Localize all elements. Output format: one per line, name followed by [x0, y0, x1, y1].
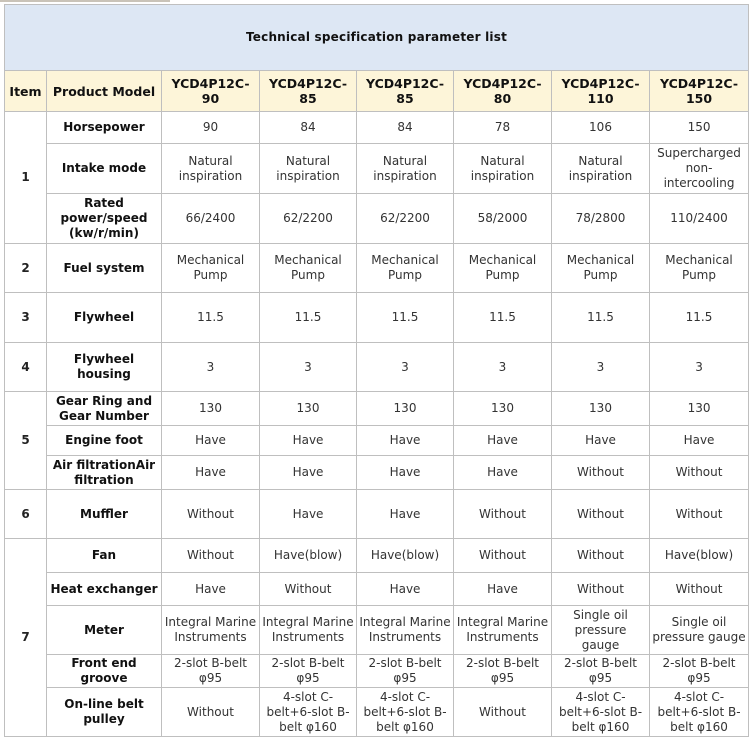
parameter-label: Flywheel housing [47, 343, 162, 392]
parameter-value: 130 [454, 392, 552, 426]
parameter-value: 4-slot C-belt+6-slot B-belt φ160 [650, 688, 749, 737]
header-model: YCD4P12C-80 [454, 71, 552, 112]
parameter-value: Mechanical Pump [357, 244, 454, 293]
item-number: 7 [5, 539, 47, 737]
parameter-value: 150 [650, 112, 749, 144]
parameter-value: Without [162, 490, 260, 539]
parameter-value: 58/2000 [454, 194, 552, 244]
parameter-value: 62/2200 [260, 194, 357, 244]
parameter-value: Single oil pressure gauge [552, 606, 650, 655]
parameter-label: Air filtrationAir filtration [47, 456, 162, 490]
parameter-value: Integral Marine Instruments [454, 606, 552, 655]
parameter-value: Have [260, 456, 357, 490]
parameter-value: Have [357, 456, 454, 490]
item-number: 1 [5, 112, 47, 244]
header-item: Item [5, 71, 47, 112]
table-row [5, 293, 749, 343]
parameter-value: 130 [552, 392, 650, 426]
top-edge-mark [0, 0, 170, 2]
parameter-value: Integral Marine Instruments [357, 606, 454, 655]
parameter-label: Heat exchanger [47, 573, 162, 606]
parameter-label: Gear Ring and Gear Number [47, 392, 162, 426]
parameter-value: 130 [650, 392, 749, 426]
parameter-label: Intake mode [47, 144, 162, 194]
parameter-value: Without [162, 688, 260, 737]
parameter-label: Engine foot [47, 426, 162, 456]
header-model: YCD4P12C-110 [552, 71, 650, 112]
parameter-value: Have [454, 426, 552, 456]
header-row [5, 71, 749, 112]
parameter-value: 90 [162, 112, 260, 144]
parameter-label: Rated power/speed (kw/r/min) [47, 194, 162, 244]
table-row [5, 112, 749, 144]
parameter-value: Have [357, 490, 454, 539]
parameter-label: Flywheel [47, 293, 162, 343]
parameter-value: 106 [552, 112, 650, 144]
parameter-value: Integral Marine Instruments [162, 606, 260, 655]
parameter-value: Without [162, 539, 260, 573]
parameter-value: Have [552, 426, 650, 456]
parameter-value: Mechanical Pump [260, 244, 357, 293]
parameter-value: 78/2800 [552, 194, 650, 244]
parameter-value: 110/2400 [650, 194, 749, 244]
parameter-value: Without [260, 573, 357, 606]
table-title: Technical specification parameter list [5, 5, 749, 71]
parameter-value: 2-slot B-belt φ95 [357, 655, 454, 688]
parameter-value: 11.5 [357, 293, 454, 343]
parameter-value: Have [260, 490, 357, 539]
parameter-value: Without [552, 573, 650, 606]
parameter-value: Have [260, 426, 357, 456]
table-row [5, 606, 749, 655]
parameter-value: 11.5 [260, 293, 357, 343]
parameter-value: 130 [162, 392, 260, 426]
parameter-value: 2-slot B-belt φ95 [260, 655, 357, 688]
parameter-value: Without [454, 490, 552, 539]
parameter-value: 2-slot B-belt φ95 [162, 655, 260, 688]
parameter-value: 130 [357, 392, 454, 426]
parameter-label: Front end groove [47, 655, 162, 688]
table-row [5, 655, 749, 688]
parameter-value: 84 [357, 112, 454, 144]
parameter-value: Mechanical Pump [454, 244, 552, 293]
table-row [5, 244, 749, 293]
parameter-value: 3 [650, 343, 749, 392]
spec-table [4, 4, 749, 737]
parameter-value: Single oil pressure gauge [650, 606, 749, 655]
parameter-value: Have [162, 426, 260, 456]
parameter-value: 11.5 [162, 293, 260, 343]
parameter-label: Fuel system [47, 244, 162, 293]
table-row [5, 456, 749, 490]
parameter-value: 3 [162, 343, 260, 392]
parameter-value: Integral Marine Instruments [260, 606, 357, 655]
header-model: YCD4P12C-90 [162, 71, 260, 112]
parameter-value: 3 [357, 343, 454, 392]
parameter-value: 78 [454, 112, 552, 144]
parameter-value: 11.5 [552, 293, 650, 343]
parameter-label: Fan [47, 539, 162, 573]
parameter-value: Without [552, 456, 650, 490]
parameter-value: 11.5 [454, 293, 552, 343]
parameter-value: Have(blow) [650, 539, 749, 573]
parameter-value: Have [162, 573, 260, 606]
header-model: YCD4P12C-85 [357, 71, 454, 112]
parameter-value: Have [357, 426, 454, 456]
header-model: YCD4P12C-150 [650, 71, 749, 112]
item-number: 3 [5, 293, 47, 343]
table-row [5, 539, 749, 573]
parameter-value: Natural inspiration [357, 144, 454, 194]
parameter-label: Horsepower [47, 112, 162, 144]
parameter-value: Without [552, 490, 650, 539]
parameter-value: 130 [260, 392, 357, 426]
parameter-value: 2-slot B-belt φ95 [650, 655, 749, 688]
parameter-value: Have [650, 426, 749, 456]
parameter-value: 62/2200 [357, 194, 454, 244]
parameter-value: Without [650, 573, 749, 606]
parameter-value: Without [650, 456, 749, 490]
parameter-value: Have [357, 573, 454, 606]
parameter-value: Have [454, 456, 552, 490]
item-number: 2 [5, 244, 47, 293]
table-row [5, 343, 749, 392]
parameter-value: 4-slot C-belt+6-slot B-belt φ160 [552, 688, 650, 737]
parameter-value: Mechanical Pump [162, 244, 260, 293]
table-row [5, 194, 749, 244]
parameter-value: Have(blow) [357, 539, 454, 573]
table-row [5, 392, 749, 426]
parameter-value: Have [454, 573, 552, 606]
parameter-value: Without [650, 490, 749, 539]
parameter-value: Mechanical Pump [552, 244, 650, 293]
table-row [5, 144, 749, 194]
parameter-value: Without [552, 539, 650, 573]
parameter-value: 3 [454, 343, 552, 392]
parameter-value: 2-slot B-belt φ95 [552, 655, 650, 688]
parameter-value: Without [454, 688, 552, 737]
parameter-label: Muffler [47, 490, 162, 539]
item-number: 4 [5, 343, 47, 392]
parameter-value: Without [454, 539, 552, 573]
parameter-value: Mechanical Pump [650, 244, 749, 293]
parameter-value: Natural inspiration [162, 144, 260, 194]
parameter-value: 3 [260, 343, 357, 392]
parameter-value: Have(blow) [260, 539, 357, 573]
parameter-value: Have [162, 456, 260, 490]
parameter-value: 11.5 [650, 293, 749, 343]
parameter-label: On-line belt pulley [47, 688, 162, 737]
header-product-model: Product Model [47, 71, 162, 112]
parameter-value: 4-slot C-belt+6-slot B-belt φ160 [260, 688, 357, 737]
parameter-value: Natural inspiration [454, 144, 552, 194]
parameter-value: Supercharged non-intercooling [650, 144, 749, 194]
parameter-value: 66/2400 [162, 194, 260, 244]
table-row [5, 490, 749, 539]
parameter-value: 84 [260, 112, 357, 144]
table-row [5, 573, 749, 606]
item-number: 6 [5, 490, 47, 539]
table-row [5, 426, 749, 456]
item-number: 5 [5, 392, 47, 490]
parameter-value: Natural inspiration [260, 144, 357, 194]
parameter-value: 3 [552, 343, 650, 392]
parameter-value: Natural inspiration [552, 144, 650, 194]
parameter-value: 2-slot B-belt φ95 [454, 655, 552, 688]
header-model: YCD4P12C-85 [260, 71, 357, 112]
parameter-value: 4-slot C-belt+6-slot B-belt φ160 [357, 688, 454, 737]
parameter-label: Meter [47, 606, 162, 655]
table-row [5, 688, 749, 737]
